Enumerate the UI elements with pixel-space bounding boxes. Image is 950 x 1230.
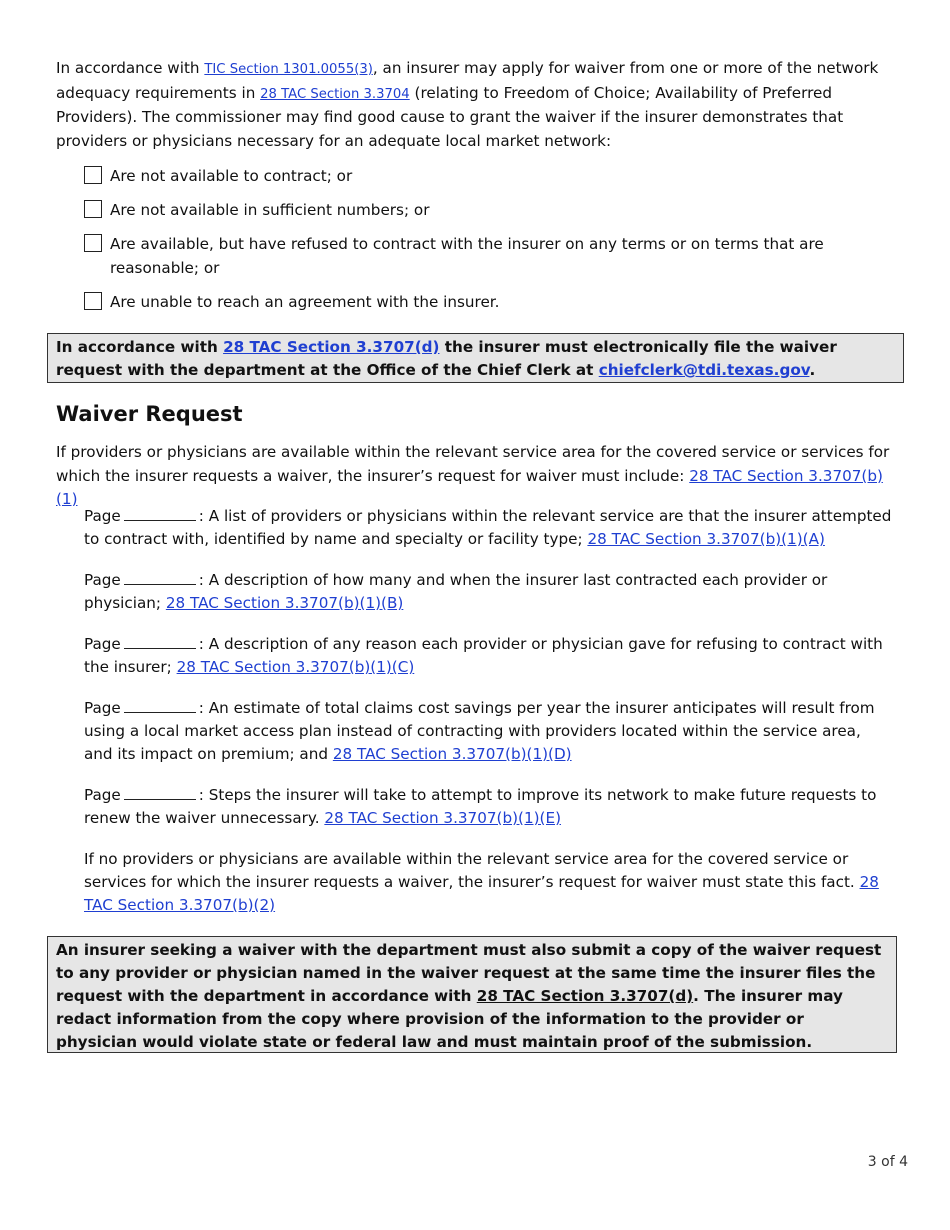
notice-text-1: In accordance with [56, 338, 224, 356]
notice-text-1: An insurer seeking a waiver with the department must also submit a copy of the waiver request to any provider or physician named in the waiver request at the same time the insurer files the request with the department in accordance with [56, 941, 882, 1005]
intro-text-3: (relating to Freedom of Choice; Availability of Preferred Providers). The commissioner may find good cause to grant the waiver if the insurer demonstrates that providers or physicians necessary for an adequate local market network: [56, 83, 844, 150]
tac-3-3707d-link[interactable]: 28 TAC Section 3.3707(d) [223, 338, 440, 356]
tac-3-3707d-reference: 28 TAC Section 3.3707(d) [476, 987, 694, 1005]
checkbox-label: Are unable to reach an agreement with the insurer. [110, 293, 500, 311]
chief-clerk-email-link[interactable]: chiefclerk@tdi.texas.gov [598, 361, 810, 379]
page-number-blank[interactable] [124, 785, 196, 800]
item-text: : A description of how many and when the insurer last contracted each provider or physician; [84, 571, 828, 612]
tac-3-3707b1e-link[interactable]: 28 TAC Section 3.3707(b)(1)(E) [324, 809, 561, 827]
page-prefix: Page [84, 786, 121, 804]
tic-section-link[interactable]: TIC Section 1301.0055(3) [204, 62, 373, 77]
tac-3-3707b1b-link[interactable]: 28 TAC Section 3.3707(b)(1)(B) [165, 594, 404, 612]
waiver-item-provider-list [84, 505, 894, 551]
notice-text-2: . The insurer may redact information from the copy where provision of the information to the provider or physician would violate state or federal law and must maintain proof of the submission. [56, 987, 843, 1051]
checkbox-row-insufficient-numbers [84, 198, 884, 222]
provider-copy-notice [47, 936, 897, 1053]
item-text: : Steps the insurer will take to attempt to improve its network to make future requests to renew the waiver unnecessary. [84, 786, 877, 827]
page-number-blank[interactable] [124, 698, 196, 713]
page-prefix: Page [84, 571, 121, 589]
checkbox-insufficient-numbers[interactable] [84, 200, 102, 218]
waiver-intro-paragraph [56, 441, 896, 512]
intro-paragraph [56, 57, 896, 153]
tac-3-3707b1c-link[interactable]: 28 TAC Section 3.3707(b)(1)(C) [176, 658, 415, 676]
page-prefix: Page [84, 635, 121, 653]
checkbox-no-agreement[interactable] [84, 292, 102, 310]
waiver-item-cost-savings [84, 697, 894, 766]
item-text: : A description of any reason each provider or physician gave for refusing to contract with the insurer; [84, 635, 883, 676]
tac-3-3704-link[interactable]: 28 TAC Section 3.3704 [260, 86, 410, 102]
intro-text-2: , an insurer may apply for waiver from one or more of the network adequacy requirements in [56, 59, 879, 102]
waiver-item-network-improvement [84, 784, 894, 830]
tac-3-3707b2-link[interactable]: 28 TAC Section 3.3707(b)(2) [84, 873, 879, 914]
waiver-intro-text: If providers or physicians are available within the relevant service area for the covered service or services for which the insurer requests a waiver, the insurer’s request for waiver must include: [56, 443, 890, 485]
page-prefix: Page [84, 699, 121, 717]
notice-text-3: . [809, 361, 816, 379]
item-text: : A list of providers or physicians within the relevant service are that the insurer attempted to contract with, identified by name and specialty or facility type; [84, 507, 892, 548]
page-prefix: Page [84, 507, 121, 525]
electronic-filing-notice [47, 333, 904, 383]
waiver-item-refusal-reasons [84, 633, 894, 679]
no-providers-text: If no providers or physicians are available within the relevant service area for the covered service or services for which the insurer requests a waiver, the insurer’s request for waiver must state this fact. [84, 850, 860, 891]
checkbox-label: Are available, but have refused to contract with the insurer on any terms or on terms that are reasonable; or [110, 235, 824, 277]
item-text: : An estimate of total claims cost savings per year the insurer anticipates will result from using a local market access plan instead of contracting with providers located within the service area, and its impact on premium; and [84, 699, 875, 763]
checkbox-label: Are not available in sufficient numbers; or [110, 201, 430, 219]
checkbox-label: Are not available to contract; or [110, 167, 353, 185]
page-number: 3 of 4 [867, 1154, 908, 1170]
waiver-request-heading: Waiver Request [56, 402, 243, 426]
checkbox-row-no-agreement [84, 290, 884, 314]
waiver-no-providers-paragraph [84, 848, 894, 917]
tac-3-3707b1d-link[interactable]: 28 TAC Section 3.3707(b)(1)(D) [332, 745, 572, 763]
checkbox-row-refused-contract [84, 232, 884, 280]
page-number-blank[interactable] [124, 570, 196, 585]
page-number-blank[interactable] [124, 506, 196, 521]
tac-3-3707b1a-link[interactable]: 28 TAC Section 3.3707(b)(1)(A) [587, 530, 825, 548]
notice-text-2: the insurer must electronically file the waiver request with the department at the Office of the Chief Clerk at [56, 338, 837, 379]
tac-3-3707b1-link[interactable]: 28 TAC Section 3.3707(b)(1) [56, 466, 883, 508]
page-number-blank[interactable] [124, 634, 196, 649]
checkbox-refused-contract[interactable] [84, 234, 102, 252]
checkbox-not-available[interactable] [84, 166, 102, 184]
intro-text-1: In accordance with [56, 59, 205, 77]
checkbox-row-not-available [84, 164, 884, 188]
waiver-item-contract-history [84, 569, 894, 615]
